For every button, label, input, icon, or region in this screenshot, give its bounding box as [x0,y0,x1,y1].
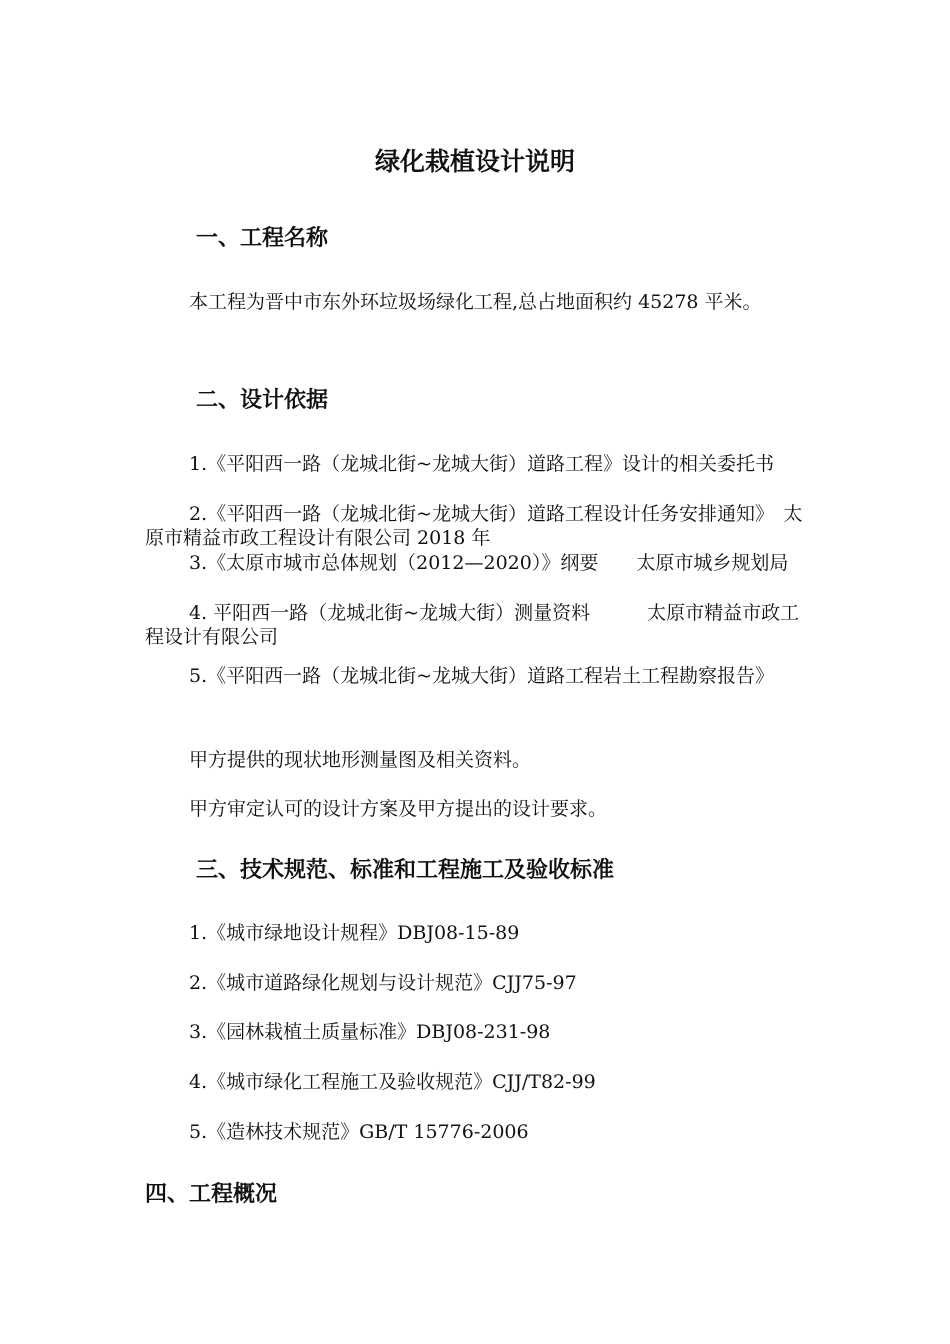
design-basis-item: 5.《平阳西一路（龙城北街~龙城大街）道路工程岩土工程勘察报告》 [189,665,775,687]
design-basis-paragraph: 甲方提供的现状地形测量图及相关资料。 [189,749,532,771]
design-basis-paragraph: 甲方审定认可的设计方案及甲方提出的设计要求。 [189,798,608,820]
standard-item: 1.《城市绿地设计规程》DBJ08-15-89 [189,922,520,944]
design-basis-item: 1.《平阳西一路（龙城北街~龙城大街）道路工程》设计的相关委托书 [189,453,775,475]
section-heading-project-name: 一、工程名称 [196,226,329,251]
section-heading-standards: 三、技术规范、标准和工程施工及验收标准 [196,858,615,883]
design-basis-item: 4. 平阳西一路（龙城北街~龙城大街）测量资料 太原市精益市政工程设计有限公司 [145,602,800,648]
design-basis-item: 2.《平阳西一路（龙城北街~龙城大街）道路工程设计任务安排通知》 太原市精益市政工程设计有限公司 2018 年 [145,503,803,549]
section-heading-design-basis: 二、设计依据 [196,388,329,413]
document-title: 绿化栽植设计说明 [374,147,575,176]
standard-item: 2.《城市道路绿化规划与设计规范》CJJ75-97 [189,972,577,994]
section-heading-project-overview: 四、工程概况 [145,1182,278,1207]
design-basis-item: 3.《太原市城市总体规划（2012—2020）》纲要 太原市城乡规划局 [189,552,789,574]
standard-item: 3.《园林栽植土质量标准》DBJ08-231-98 [189,1021,551,1043]
standard-item: 4.《城市绿化工程施工及验收规范》CJJ/T82-99 [189,1071,596,1093]
standard-item: 5.《造林技术规范》GB/T 15776-2006 [189,1121,529,1143]
project-name-paragraph: 本工程为晋中市东外环垃圾场绿化工程,总占地面积约 45278 平米。 [189,291,762,313]
